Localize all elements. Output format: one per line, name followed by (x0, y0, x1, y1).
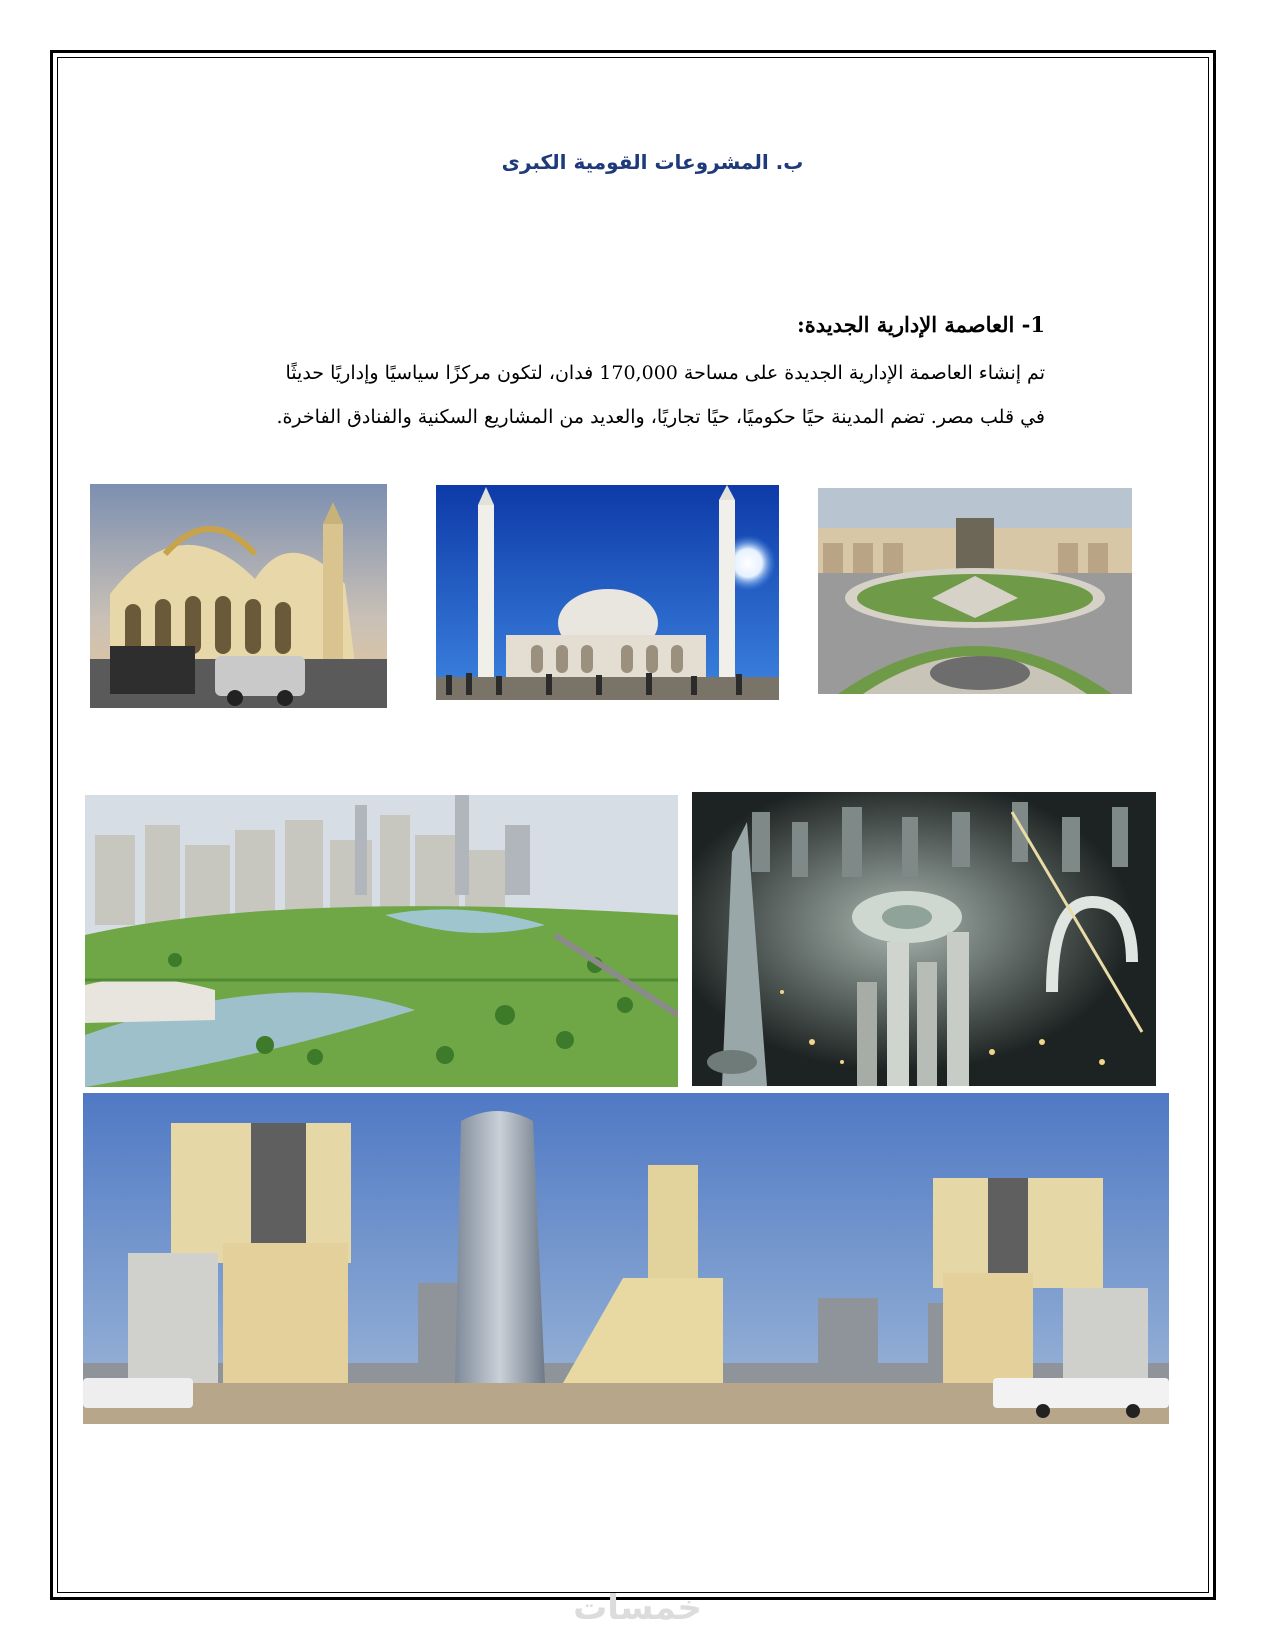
article-paragraph (145, 351, 1045, 439)
photo-towers-panorama (83, 1093, 1169, 1424)
watermark-text: خمسات (573, 1588, 702, 1628)
section-title: ب. المشروعات القومية الكبرى (501, 150, 804, 174)
photo-green-river-park (85, 795, 678, 1087)
article-heading: 1- العاصمة الإدارية الجديدة: (797, 312, 1045, 337)
photo-government-district (818, 488, 1132, 694)
paragraph-line-2: في قلب مصر. تضم المدينة حيًا حكوميًا، حيًا تجاريًا، والعديد من المشاريع السكنية والفنادق الفاخرة. (276, 406, 1045, 428)
photo-cathedral (90, 484, 387, 708)
photo-night-skyline (692, 792, 1156, 1086)
photo-mosque (436, 485, 779, 700)
paragraph-line-1: تم إنشاء العاصمة الإدارية الجديدة على مساحة 170,000 فدان، لتكون مركزًا سياسيًا وإداريًا حديثًا (285, 362, 1045, 384)
article-text (145, 312, 1045, 439)
